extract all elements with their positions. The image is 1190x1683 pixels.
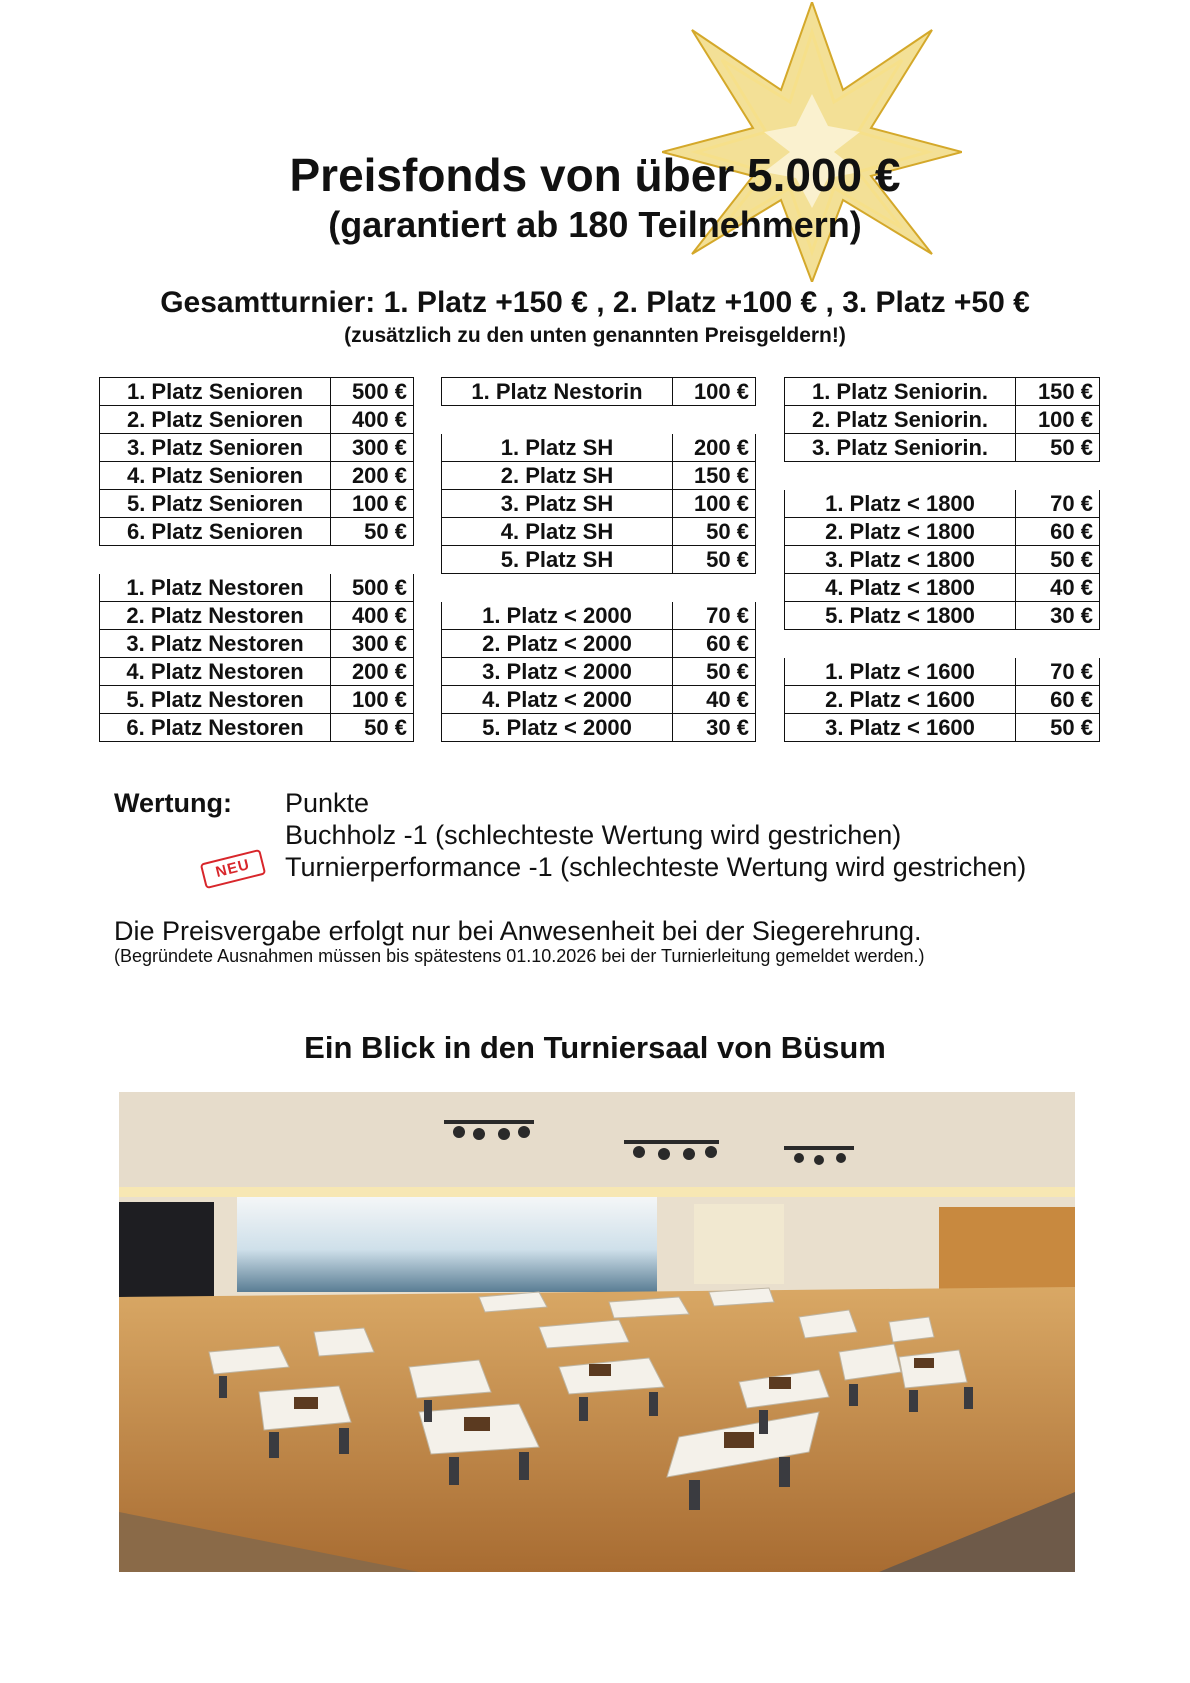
prize-place-label: 5. Platz < 2000: [442, 714, 673, 742]
prize-place-label: 4. Platz Senioren: [100, 462, 331, 490]
prize-place-label: 4. Platz < 2000: [442, 686, 673, 714]
prize-amount: 60 €: [1016, 518, 1100, 546]
prize-place-label: 2. Platz < 1800: [785, 518, 1016, 546]
prize-table-sh-u2000: [441, 377, 756, 742]
prize-row: [785, 434, 1100, 462]
prize-place-label: [785, 630, 1016, 658]
prize-place-label: 3. Platz Nestoren: [100, 630, 331, 658]
prize-amount: 50 €: [331, 518, 414, 546]
prize-amount: 60 €: [673, 630, 756, 658]
prize-place-label: [100, 546, 331, 574]
prize-place-label: 5. Platz < 1800: [785, 602, 1016, 630]
prize-amount: 100 €: [1016, 406, 1100, 434]
prize-amount: 100 €: [331, 686, 414, 714]
wertung-label: Wertung:: [114, 788, 232, 818]
prize-row: [785, 490, 1100, 518]
prize-amount: 50 €: [673, 518, 756, 546]
prize-row: [442, 434, 756, 462]
prize-row: [785, 574, 1100, 602]
prize-row: [100, 714, 414, 742]
new-stamp-icon: NEU: [200, 849, 266, 889]
prize-amount: 60 €: [1016, 686, 1100, 714]
prize-place-label: 2. Platz SH: [442, 462, 673, 490]
prize-row: [442, 714, 756, 742]
prize-place-label: [442, 574, 673, 602]
prize-amount: 150 €: [1016, 378, 1100, 406]
page-title: Preisfonds von über 5.000 €: [289, 149, 901, 201]
prize-amount: [1016, 462, 1100, 490]
prize-amount: 300 €: [331, 630, 414, 658]
prize-place-label: [785, 462, 1016, 490]
prize-place-label: 1. Platz Nestoren: [100, 574, 331, 602]
prize-amount: 30 €: [673, 714, 756, 742]
prize-place-label: 1. Platz < 1800: [785, 490, 1016, 518]
prize-place-label: 1. Platz < 2000: [442, 602, 673, 630]
wertung-criterion: Punkte: [285, 788, 370, 818]
prize-amount: 50 €: [331, 714, 414, 742]
prize-amount: 200 €: [331, 462, 414, 490]
prize-row: [442, 602, 756, 630]
prize-row: [785, 546, 1100, 574]
prize-amount: 500 €: [331, 378, 414, 406]
prize-place-label: 1. Platz Seniorin.: [785, 378, 1016, 406]
prize-amount: 100 €: [673, 378, 756, 406]
prize-row: [785, 658, 1100, 686]
prize-place-label: 1. Platz < 1600: [785, 658, 1016, 686]
table-spacer-row: [442, 406, 756, 434]
prize-place-label: 6. Platz Nestoren: [100, 714, 331, 742]
prize-row: [100, 658, 414, 686]
prize-row: [100, 378, 414, 406]
prize-amount: 70 €: [673, 602, 756, 630]
prize-row: [100, 686, 414, 714]
prize-place-label: 4. Platz Nestoren: [100, 658, 331, 686]
prize-place-label: 1. Platz SH: [442, 434, 673, 462]
prize-place-label: 2. Platz < 2000: [442, 630, 673, 658]
prize-place-label: 4. Platz SH: [442, 518, 673, 546]
prize-row: [785, 602, 1100, 630]
photo-heading: Ein Blick in den Turniersaal von Büsum: [304, 1030, 886, 1065]
prize-row: [442, 630, 756, 658]
prize-amount: 70 €: [1016, 658, 1100, 686]
overall-prizes-note: (zusätzlich zu den unten genannten Preisgeldern!): [344, 324, 846, 347]
prize-place-label: 5. Platz Senioren: [100, 490, 331, 518]
prize-row: [100, 462, 414, 490]
prize-amount: 300 €: [331, 434, 414, 462]
page-subtitle: (garantiert ab 180 Teilnehmern): [328, 204, 862, 245]
prize-row: [100, 490, 414, 518]
prize-amount: 50 €: [673, 658, 756, 686]
prize-place-label: 4. Platz < 1800: [785, 574, 1016, 602]
prize-place-label: 2. Platz < 1600: [785, 686, 1016, 714]
prize-amount: 50 €: [1016, 434, 1100, 462]
prize-row: [100, 406, 414, 434]
tournament-hall-photo: [119, 1092, 1075, 1572]
prize-amount: [673, 574, 756, 602]
table-spacer-row: [785, 630, 1100, 658]
prize-row: [100, 574, 414, 602]
prize-table-u1800-u1600: [784, 377, 1100, 742]
prize-place-label: 2. Platz Nestoren: [100, 602, 331, 630]
prize-row: [785, 686, 1100, 714]
prize-amount: 50 €: [673, 546, 756, 574]
prize-row: [100, 434, 414, 462]
prize-place-label: 3. Platz SH: [442, 490, 673, 518]
prize-table-seniors-nestors: [99, 377, 414, 742]
prize-amount: 200 €: [673, 434, 756, 462]
prize-amount: 70 €: [1016, 490, 1100, 518]
prize-amount: 40 €: [1016, 574, 1100, 602]
prize-row: [100, 518, 414, 546]
prize-place-label: 1. Platz Senioren: [100, 378, 331, 406]
prize-row: [785, 714, 1100, 742]
prize-row: [442, 462, 756, 490]
prize-amount: 200 €: [331, 658, 414, 686]
prize-amount: 100 €: [331, 490, 414, 518]
prize-row: [442, 686, 756, 714]
prize-row: [785, 518, 1100, 546]
prize-place-label: [442, 406, 673, 434]
prize-row: [442, 378, 756, 406]
prize-amount: [1016, 630, 1100, 658]
prize-amount: [673, 406, 756, 434]
prize-place-label: 3. Platz < 1800: [785, 546, 1016, 574]
prize-place-label: 5. Platz SH: [442, 546, 673, 574]
prize-amount: 500 €: [331, 574, 414, 602]
prize-place-label: 3. Platz Seniorin.: [785, 434, 1016, 462]
presence-rule-detail: (Begründete Ausnahmen müssen bis spätestens 01.10.2026 bei der Turnierleitung gemeldet werden.): [114, 946, 925, 966]
prize-amount: 50 €: [1016, 546, 1100, 574]
prize-place-label: 2. Platz Seniorin.: [785, 406, 1016, 434]
prize-row: [785, 406, 1100, 434]
prize-row: [100, 602, 414, 630]
prize-amount: 40 €: [673, 686, 756, 714]
prize-amount: [331, 546, 414, 574]
prize-amount: 30 €: [1016, 602, 1100, 630]
table-spacer-row: [100, 546, 414, 574]
overall-prizes: Gesamtturnier: 1. Platz +150 € , 2. Platz +100 € , 3. Platz +50 €: [160, 286, 1030, 319]
prize-place-label: 2. Platz Senioren: [100, 406, 331, 434]
presence-rule: Die Preisvergabe erfolgt nur bei Anwesenheit bei der Siegerehrung.: [114, 916, 922, 946]
prize-row: [785, 378, 1100, 406]
prize-place-label: 3. Platz < 1600: [785, 714, 1016, 742]
prize-place-label: 1. Platz Nestorin: [442, 378, 673, 406]
table-spacer-row: [785, 462, 1100, 490]
prize-row: [442, 518, 756, 546]
prize-row: [442, 546, 756, 574]
prize-amount: 400 €: [331, 406, 414, 434]
prize-place-label: 5. Platz Nestoren: [100, 686, 331, 714]
wertung-criterion: Buchholz -1 (schlechteste Wertung wird gestrichen): [285, 820, 902, 850]
prize-row: [442, 658, 756, 686]
prize-place-label: 3. Platz Senioren: [100, 434, 331, 462]
prize-amount: 50 €: [1016, 714, 1100, 742]
prize-place-label: 6. Platz Senioren: [100, 518, 331, 546]
prize-amount: 150 €: [673, 462, 756, 490]
prize-amount: 400 €: [331, 602, 414, 630]
table-spacer-row: [442, 574, 756, 602]
prize-place-label: 3. Platz < 2000: [442, 658, 673, 686]
prize-row: [100, 630, 414, 658]
wertung-criterion: Turnierperformance -1 (schlechteste Wertung wird gestrichen): [285, 852, 1027, 882]
prize-amount: 100 €: [673, 490, 756, 518]
prize-row: [442, 490, 756, 518]
